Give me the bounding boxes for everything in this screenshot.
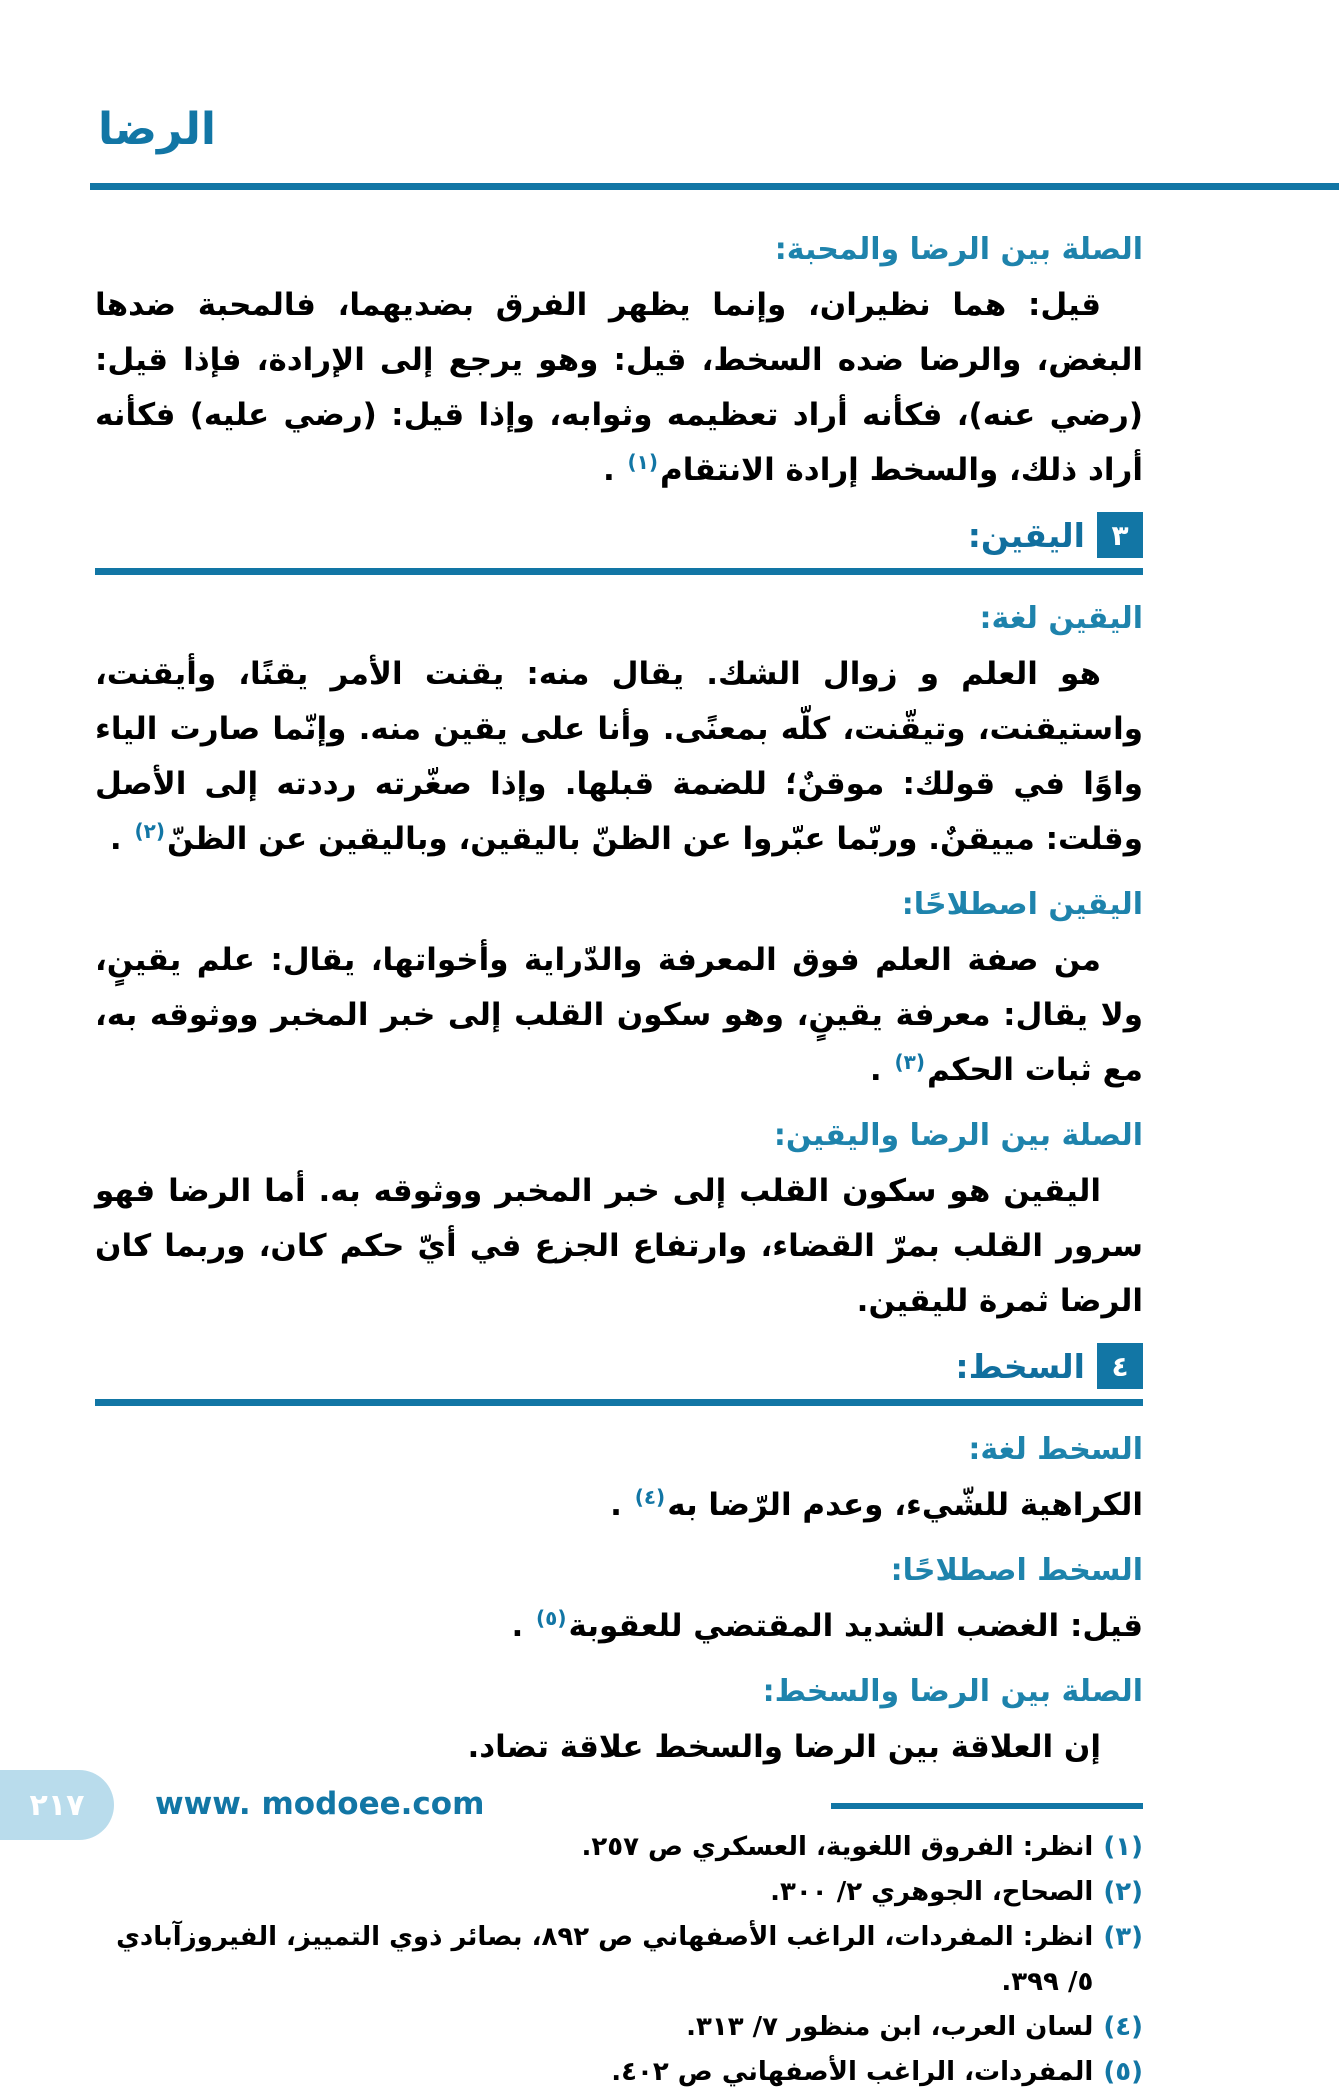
body-paragraph <box>95 933 1143 1098</box>
footnote-number: (٤) <box>1103 2012 1143 2042</box>
section-title: السخط: <box>955 1346 1085 1386</box>
section-rule <box>95 1399 1143 1406</box>
website-text: www. modoee.com <box>155 1786 485 1822</box>
footnote-text: انظر: الفروق اللغوية، العسكري ص ٢٥٧. <box>581 1832 1094 1862</box>
subsection-heading: السخط لغة: <box>968 1432 1143 1467</box>
subsection-heading: اليقين لغة: <box>979 601 1143 636</box>
subsection-heading: الصلة بين الرضا والمحبة: <box>774 232 1143 267</box>
footnote-marker: (١) <box>627 449 659 474</box>
footnote-text: لسان العرب، ابن منظور ٧/ ٣١٣. <box>686 2012 1094 2042</box>
paragraph-text: إن العلاقة بين الرضا والسخط علاقة تضاد. <box>467 1729 1101 1765</box>
paragraph-text: الكراهية للشّيء، وعدم الرّضا به <box>667 1487 1143 1523</box>
page-title: الرضا <box>98 104 217 155</box>
footnote-text: الصحاح، الجوهري ٢/ ٣٠٠. <box>770 1877 1094 1907</box>
footnote-item <box>95 2050 1143 2095</box>
body-paragraph <box>95 647 1143 867</box>
paragraph-text: . <box>610 1487 633 1523</box>
footnote-text: انظر: المفردات، الراغب الأصفهاني ص ٨٩٢، بصائر ذوي التمييز، الفيروزآبادي ٥/ ٣٩٩. <box>116 1922 1094 1997</box>
body-paragraph <box>95 278 1143 498</box>
subsection-heading: السخط اصطلاحًا: <box>890 1553 1143 1588</box>
footnote-marker: (٢) <box>134 818 165 843</box>
section-number-box: ٣ <box>1097 512 1143 558</box>
paragraph-text: هو العلم و زوال الشك. يقال منه: يقنت الأمر يقنًا، وأيقنت، واستيقنت، وتيقّنت، كلّه بمعنًى. وأنا على يقين منه. وإنّما صارت الياء واوًا في قولك: موقنٌ؛ للضمة قبلها. وإذا صغّرته رددته إلى الأصل وقلت: مييقنٌ. وربّما عبّروا عن الظنّ باليقين، وباليقين عن الظنّ <box>95 656 1143 857</box>
section-title: اليقين: <box>967 515 1085 555</box>
footnote-marker: (٤) <box>634 1484 666 1509</box>
footnote-item <box>95 1825 1143 1870</box>
paragraph-text: . <box>109 821 133 857</box>
footnote-item <box>95 1870 1143 1915</box>
paragraph-text: قيل: الغضب الشديد المقتضي للعقوبة <box>568 1608 1143 1644</box>
header-rule <box>90 183 1339 190</box>
paragraph-text: اليقين هو سكون القلب إلى خبر المخبر ووثوقه به. أما الرضا فهو سرور القلب بمرّ القضاء، وارتفاع الجزع في أيّ حكم كان، وربما كان الرضا ثمرة لليقين. <box>95 1173 1143 1319</box>
footnote-number: (٥) <box>1103 2057 1143 2087</box>
footnote-marker: (٥) <box>536 1605 567 1630</box>
paragraph-text: . <box>869 1052 893 1088</box>
paragraph-text: قيل: هما نظيران، وإنما يظهر الفرق بضديهما، فالمحبة ضدها البغض، والرضا ضده السخط، قيل: وهو يرجع إلى الإرادة، فإذا قيل: (رضي عنه)، فكأنه أراد تعظيمه وثوابه، وإذا قيل: (رضي عليه) فكأنه أراد ذلك، والسخط إرادة الانتقام <box>95 287 1143 488</box>
footnote-separator <box>831 1803 1143 1809</box>
body-paragraph <box>95 1599 1143 1654</box>
footnote-number: (١) <box>1103 1832 1143 1862</box>
subsection-heading: اليقين اصطلاحًا: <box>901 887 1143 922</box>
footnote-item <box>95 2005 1143 2050</box>
section-rule <box>95 568 1143 575</box>
paragraph-text: . <box>602 452 626 488</box>
page-number-badge: ٢١٧ <box>0 1770 114 1840</box>
footnote-number: (٢) <box>1103 1877 1143 1907</box>
body-paragraph <box>95 1478 1143 1533</box>
footnote-number: (٣) <box>1103 1922 1143 1952</box>
section-number-box: ٤ <box>1097 1343 1143 1389</box>
subsection-heading: الصلة بين الرضا واليقين: <box>773 1118 1143 1153</box>
body-paragraph <box>95 1720 1143 1775</box>
paragraph-text: من صفة العلم فوق المعرفة والدّراية وأخواتها، يقال: علم يقينٍ، ولا يقال: معرفة يقينٍ، وهو سكون القلب إلى خبر المخبر ووثوقه به، مع ثبات الحكم <box>95 942 1143 1088</box>
section-header-row <box>95 512 1143 558</box>
footnote-item <box>95 1915 1143 2005</box>
body-paragraph <box>95 1164 1143 1329</box>
subsection-heading: الصلة بين الرضا والسخط: <box>762 1674 1143 1709</box>
footnote-marker: (٣) <box>894 1049 925 1074</box>
section-header-row <box>95 1343 1143 1389</box>
footnote-text: المفردات، الراغب الأصفهاني ص ٤٠٢. <box>611 2057 1094 2087</box>
paragraph-text: . <box>511 1608 535 1644</box>
